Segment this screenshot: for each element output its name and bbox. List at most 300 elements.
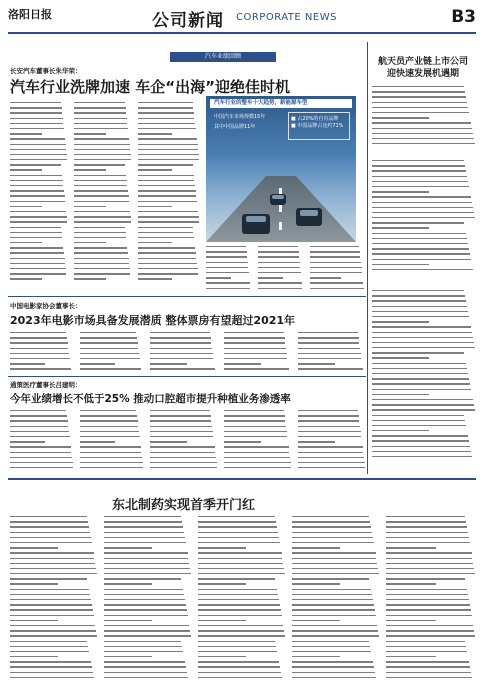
body-text-line — [74, 211, 130, 212]
body-text-line — [138, 237, 194, 238]
body-text-line — [206, 256, 247, 257]
body-text-line — [74, 247, 127, 248]
body-text-line — [198, 521, 276, 522]
body-text-line — [224, 467, 291, 468]
body-text-line — [150, 363, 187, 364]
body-text-line — [292, 537, 373, 538]
body-text-line — [198, 656, 246, 657]
body-text-line — [292, 646, 370, 647]
body-text-line — [138, 252, 196, 253]
body-text-line — [138, 278, 172, 279]
body-text-line — [104, 609, 187, 610]
body-text-line — [10, 532, 90, 533]
body-text-line — [292, 526, 371, 527]
body-text-line — [292, 532, 372, 533]
body-text-line — [372, 321, 429, 322]
body-text-line — [74, 133, 106, 134]
column-divider — [367, 42, 368, 474]
body-text-line — [10, 195, 65, 196]
body-text-line — [372, 186, 469, 187]
body-text-line — [386, 672, 471, 673]
body-text-line — [10, 415, 67, 416]
body-text-line — [292, 573, 379, 574]
body-text-line — [150, 446, 215, 447]
body-text-line — [10, 625, 95, 626]
body-text-line — [150, 426, 212, 427]
body-text-line — [10, 227, 61, 228]
lower-body-3 — [150, 410, 218, 472]
body-text-line — [138, 138, 197, 139]
story-tag: 汽车业绩回顾 — [170, 52, 276, 62]
body-text-line — [298, 363, 335, 364]
lower-body-1 — [10, 410, 74, 472]
body-text-line — [198, 677, 282, 678]
body-text-line — [10, 521, 88, 522]
body-text-line — [372, 176, 467, 177]
body-text-line — [74, 138, 129, 139]
right-column-headline — [370, 56, 476, 80]
body-text-line — [372, 409, 475, 410]
body-text-line — [10, 446, 71, 447]
body-text-line — [104, 542, 186, 543]
body-text-line — [104, 532, 184, 533]
body-text-line — [386, 620, 436, 621]
body-text-line — [74, 128, 128, 129]
body-text-line — [74, 206, 106, 207]
body-text-line — [292, 625, 377, 626]
body-text-line — [298, 426, 360, 427]
body-text-line — [138, 112, 194, 113]
body-text-line — [150, 358, 213, 359]
body-text-line — [292, 656, 340, 657]
body-text-line — [258, 251, 299, 252]
body-text-line — [386, 563, 473, 564]
body-text-line — [10, 190, 64, 191]
body-text-line — [386, 615, 472, 616]
body-text-line — [386, 558, 472, 559]
bottom-body-5 — [386, 516, 476, 682]
middle-body-5 — [298, 332, 366, 374]
top-story-headline: 汽车行业洗牌加速 车企“出海”迎绝佳时机 — [10, 78, 290, 96]
body-text-line — [10, 568, 96, 569]
body-text-line — [258, 272, 301, 273]
body-text-line — [292, 615, 376, 616]
body-text-line — [372, 170, 466, 171]
body-text-line — [150, 441, 187, 442]
body-text-line — [206, 251, 247, 252]
body-text-line — [198, 672, 281, 673]
body-text-line — [10, 221, 67, 222]
body-text-line — [292, 661, 373, 662]
lane-marking — [279, 204, 282, 212]
body-text-line — [292, 677, 376, 678]
body-text-line — [104, 573, 191, 574]
page-header — [8, 6, 476, 34]
body-text-line — [386, 537, 469, 538]
body-text-line — [386, 625, 473, 626]
body-text-line — [298, 467, 365, 468]
body-text-line — [292, 630, 378, 631]
body-text-line — [138, 206, 172, 207]
body-text-line — [10, 154, 67, 155]
body-text-line — [10, 348, 68, 349]
body-text-line — [104, 630, 190, 631]
body-text-line — [298, 420, 359, 421]
body-text-line — [386, 542, 470, 543]
body-text-line — [224, 446, 289, 447]
body-text-line — [10, 107, 62, 108]
body-text-line — [372, 138, 474, 139]
body-text-line — [74, 164, 125, 165]
body-text-line — [372, 259, 471, 260]
body-text-line — [198, 625, 283, 626]
body-text-line — [386, 641, 465, 642]
body-text-line — [10, 452, 71, 453]
body-text-line — [74, 227, 125, 228]
bottom-body-4 — [292, 516, 380, 682]
body-text-line — [386, 677, 472, 678]
body-text-line — [138, 107, 193, 108]
body-text-line — [150, 452, 215, 453]
body-text-line — [74, 123, 127, 124]
body-text-line — [198, 526, 277, 527]
body-text-line — [138, 164, 193, 165]
body-text-line — [372, 217, 475, 218]
body-text-line — [150, 415, 211, 416]
body-text-line — [10, 526, 89, 527]
body-text-line — [10, 128, 64, 129]
body-text-line — [10, 467, 73, 468]
body-text-line — [198, 620, 246, 621]
body-text-line — [386, 594, 468, 595]
body-text-line — [74, 185, 127, 186]
body-text-line — [198, 599, 279, 600]
middle-body-4 — [224, 332, 292, 374]
body-text-line — [10, 620, 58, 621]
body-text-line — [74, 118, 127, 119]
body-text-line — [10, 169, 42, 170]
body-text-line — [386, 573, 475, 574]
body-text-line — [298, 348, 360, 349]
body-text-line — [198, 615, 282, 616]
body-column-4 — [206, 246, 252, 293]
body-text-line — [74, 195, 129, 196]
body-text-line — [80, 420, 138, 421]
body-text-line — [104, 604, 186, 605]
body-text-line — [386, 583, 436, 584]
body-text-line — [104, 594, 184, 595]
body-text-line — [80, 452, 141, 453]
body-text-line — [80, 446, 141, 447]
body-text-line — [74, 190, 128, 191]
body-text-line — [138, 268, 198, 269]
body-text-line — [224, 358, 287, 359]
body-text-line — [74, 221, 131, 222]
body-text-line — [138, 211, 198, 212]
body-text-line — [372, 290, 464, 291]
body-text-line — [372, 363, 466, 364]
body-text-line — [386, 609, 471, 610]
body-text-line — [150, 342, 211, 343]
body-text-line — [372, 96, 466, 97]
body-text-line — [372, 202, 472, 203]
body-text-line — [372, 373, 468, 374]
body-text-line — [10, 185, 63, 186]
body-text-line — [10, 537, 91, 538]
body-text-line — [138, 263, 197, 264]
body-text-line — [372, 394, 429, 395]
body-text-line — [372, 456, 472, 457]
body-text-line — [10, 258, 65, 259]
body-text-line — [310, 251, 360, 252]
body-column-6 — [310, 246, 366, 293]
body-text-line — [298, 337, 359, 338]
body-text-line — [372, 383, 470, 384]
body-text-line — [372, 243, 468, 244]
body-text-line — [372, 238, 467, 239]
lower-body-4 — [224, 410, 292, 472]
body-text-line — [150, 368, 215, 369]
callout-line-1: ■ 占20%的自有品牌 — [291, 116, 339, 122]
body-text-line — [386, 599, 469, 600]
body-text-line — [292, 599, 373, 600]
body-text-line — [74, 232, 126, 233]
body-text-line — [198, 573, 285, 574]
body-text-line — [104, 537, 185, 538]
body-text-line — [10, 138, 65, 139]
body-text-line — [372, 196, 471, 197]
body-text-line — [104, 615, 188, 616]
lane-marking — [279, 222, 282, 230]
body-text-line — [10, 175, 62, 176]
body-text-line — [150, 348, 212, 349]
body-text-line — [138, 169, 172, 170]
body-text-line — [386, 651, 467, 652]
body-text-line — [224, 363, 261, 364]
body-text-line — [292, 666, 374, 667]
body-text-line — [386, 646, 466, 647]
body-text-line — [292, 547, 340, 548]
body-text-line — [104, 563, 189, 564]
body-text-line — [372, 425, 466, 426]
body-text-line — [258, 256, 299, 257]
body-text-line — [372, 133, 473, 134]
body-text-line — [80, 363, 115, 364]
body-text-line — [104, 599, 185, 600]
body-text-line — [198, 552, 282, 553]
body-text-line — [372, 222, 464, 223]
body-text-line — [386, 656, 436, 657]
body-text-line — [10, 563, 95, 564]
lower-story-headline: 今年业绩增长不低于25% 推动口腔超市提升种植业务渗透率 — [10, 393, 291, 405]
body-text-line — [386, 661, 469, 662]
body-text-line — [198, 594, 278, 595]
body-text-line — [298, 410, 358, 411]
body-text-line — [224, 415, 285, 416]
body-text-line — [198, 563, 283, 564]
body-text-line — [10, 252, 64, 253]
body-text-line — [298, 431, 361, 432]
section-title: 公司新闻 — [152, 11, 224, 31]
body-text-line — [150, 353, 213, 354]
body-text-line — [310, 282, 363, 283]
body-text-line — [198, 558, 282, 559]
body-text-line — [198, 666, 280, 667]
body-text-line — [138, 118, 194, 119]
body-text-line — [138, 232, 193, 233]
body-text-line — [74, 242, 106, 243]
body-text-line — [386, 666, 470, 667]
body-text-line — [10, 599, 91, 600]
body-text-line — [104, 516, 181, 517]
body-text-line — [258, 288, 302, 289]
body-text-line — [292, 635, 379, 636]
body-text-line — [206, 272, 249, 273]
body-text-line — [104, 589, 183, 590]
body-text-line — [10, 462, 73, 463]
body-column-3 — [138, 102, 200, 284]
body-text-line — [10, 268, 66, 269]
body-text-line — [10, 651, 89, 652]
body-text-line — [138, 190, 196, 191]
car-illustration — [270, 194, 286, 205]
body-text-line — [372, 311, 468, 312]
body-text-line — [10, 342, 68, 343]
body-text-line — [80, 467, 143, 468]
body-text-line — [298, 332, 358, 333]
body-text-line — [104, 641, 181, 642]
body-text-line — [74, 102, 125, 103]
body-text-line — [298, 342, 359, 343]
body-text-line — [224, 348, 286, 349]
body-text-line — [10, 353, 69, 354]
body-text-line — [198, 589, 277, 590]
body-text-line — [10, 615, 94, 616]
body-text-line — [372, 122, 471, 123]
body-text-line — [10, 201, 65, 202]
body-text-line — [10, 133, 42, 134]
body-text-line — [206, 288, 250, 289]
body-text-line — [198, 537, 279, 538]
body-text-line — [224, 410, 284, 411]
body-text-line — [104, 646, 182, 647]
body-text-line — [74, 268, 130, 269]
body-text-line — [198, 641, 275, 642]
body-text-line — [74, 216, 131, 217]
body-text-line — [298, 446, 363, 447]
body-text-line — [104, 568, 190, 569]
body-text-line — [10, 420, 68, 421]
body-text-line — [292, 578, 369, 579]
body-text-line — [372, 440, 469, 441]
body-text-line — [10, 578, 87, 579]
body-text-line — [150, 431, 213, 432]
body-text-line — [372, 435, 468, 436]
body-text-line — [104, 521, 182, 522]
body-text-line — [372, 389, 471, 390]
body-text-line — [224, 462, 291, 463]
body-text-line — [150, 467, 217, 468]
body-text-line — [372, 316, 469, 317]
body-text-line — [74, 273, 130, 274]
body-text-line — [310, 288, 364, 289]
body-text-line — [258, 262, 300, 263]
body-text-line — [310, 272, 362, 273]
body-text-line — [10, 516, 87, 517]
body-text-line — [74, 175, 126, 176]
body-text-line — [10, 431, 69, 432]
body-text-line — [74, 237, 126, 238]
body-text-line — [10, 547, 58, 548]
body-text-line — [386, 547, 436, 548]
body-text-line — [104, 578, 181, 579]
car-illustration — [242, 214, 270, 234]
body-text-line — [372, 368, 467, 369]
right-headline-line-2: 迎快速发展机遇期 — [386, 69, 459, 79]
body-text-line — [74, 169, 106, 170]
body-text-line — [224, 436, 287, 437]
body-text-line — [10, 542, 92, 543]
body-text-line — [206, 246, 246, 247]
body-text-line — [372, 420, 465, 421]
body-text-line — [10, 363, 45, 364]
middle-body-1 — [10, 332, 74, 374]
body-text-line — [74, 201, 129, 202]
body-text-line — [80, 462, 143, 463]
body-text-line — [386, 521, 466, 522]
body-text-line — [150, 410, 210, 411]
body-text-line — [138, 258, 196, 259]
body-text-line — [386, 526, 467, 527]
body-text-line — [74, 154, 131, 155]
body-text-line — [150, 436, 213, 437]
body-text-line — [206, 282, 250, 283]
body-text-line — [198, 516, 275, 517]
body-text-line — [372, 264, 429, 265]
body-text-line — [10, 641, 87, 642]
body-text-line — [292, 641, 369, 642]
body-text-line — [224, 420, 285, 421]
body-text-line — [74, 258, 129, 259]
body-text-line — [198, 532, 278, 533]
body-text-line — [292, 583, 340, 584]
body-text-line — [298, 457, 364, 458]
right-body-3 — [372, 290, 476, 461]
body-text-line — [80, 436, 140, 437]
body-text-line — [10, 589, 89, 590]
body-text-line — [80, 342, 138, 343]
body-text-line — [10, 552, 94, 553]
body-text-line — [80, 410, 136, 411]
body-text-line — [198, 646, 276, 647]
infographic-row-1: 中国汽车市场规模15年 — [214, 114, 266, 120]
body-text-line — [372, 347, 475, 348]
body-text-line — [292, 620, 340, 621]
body-text-line — [224, 332, 284, 333]
body-column-2 — [74, 102, 132, 284]
body-text-line — [206, 262, 248, 263]
bottom-body-3 — [198, 516, 286, 682]
body-text-line — [372, 117, 429, 118]
body-text-line — [298, 441, 335, 442]
body-text-line — [292, 604, 374, 605]
infographic — [206, 96, 356, 242]
body-text-line — [386, 578, 465, 579]
body-text-line — [138, 123, 195, 124]
body-text-line — [74, 252, 128, 253]
body-text-line — [10, 180, 63, 181]
body-text-line — [10, 232, 62, 233]
